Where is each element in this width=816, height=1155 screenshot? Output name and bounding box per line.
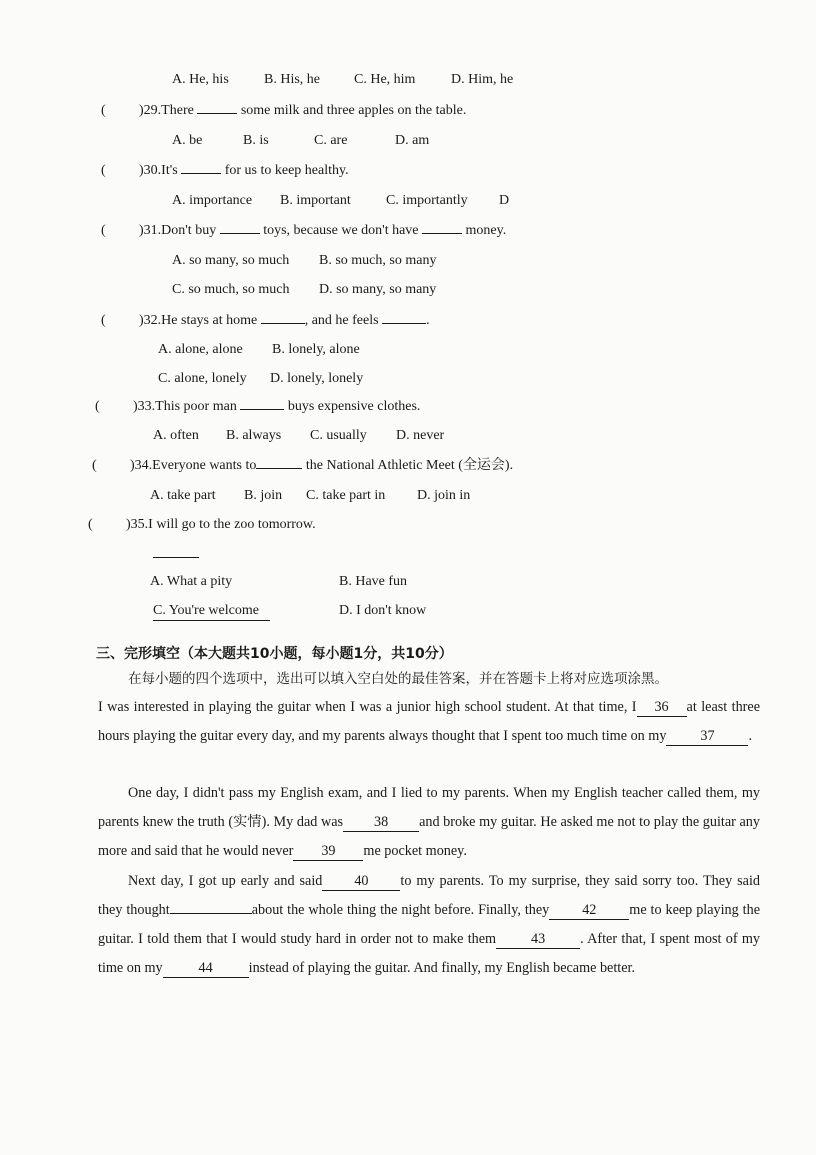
option-d: D xyxy=(499,193,510,208)
question-text: This poor man xyxy=(155,399,237,414)
paren-open: ( xyxy=(101,163,106,178)
passage-paragraph-1 xyxy=(98,693,760,751)
section-instruction: 在每小题的四个选项中，选出可以填入空白处的最佳答案，并在答题卡上将对应选项涂黑。 xyxy=(128,671,668,687)
question-text: , and he feels xyxy=(304,313,379,328)
q31-options-row2 xyxy=(172,281,436,299)
passage-text: about the whole thing the night before. Finally, they xyxy=(251,902,550,918)
cloze-blank-40: 40 xyxy=(322,872,400,891)
q30-options xyxy=(172,192,509,210)
answer-blank xyxy=(220,233,260,234)
question-number: 29. xyxy=(143,103,162,118)
option-c: C. so much, so much xyxy=(172,282,290,297)
q35-response-blank-line xyxy=(153,546,199,564)
answer-blank xyxy=(382,323,426,324)
passage-text: Next day, I got up early and said xyxy=(128,873,323,889)
option-a: A. alone, alone xyxy=(158,342,243,357)
question-text: for us to keep healthy. xyxy=(224,163,349,178)
answer-paren xyxy=(88,516,126,534)
answer-blank xyxy=(181,173,221,174)
q32-options-row2 xyxy=(158,370,363,388)
q35-options-row2 xyxy=(153,602,426,621)
passage-text: at least three hours playing the guitar every day, and my parents always thought that I spent too much time on my xyxy=(98,699,761,744)
paren-close: ) xyxy=(139,223,144,238)
option-c: C. usually xyxy=(310,428,367,443)
question-text: He stays at home xyxy=(161,313,258,328)
option-b: B. so much, so many xyxy=(319,253,437,268)
paren-open: ( xyxy=(88,517,93,532)
cloze-blank-39: 39 xyxy=(293,842,363,861)
option-b: B. Have fun xyxy=(339,574,408,589)
q34-options xyxy=(150,487,470,505)
option-d: D. join in xyxy=(417,488,471,503)
option-d: D. lonely, lonely xyxy=(270,371,364,386)
paren-open: ( xyxy=(101,103,106,118)
option-a: A. What a pity xyxy=(150,574,233,589)
option-b: B. His, he xyxy=(264,72,320,87)
question-29 xyxy=(101,102,466,120)
question-text: . xyxy=(426,313,430,328)
answer-blank xyxy=(240,409,284,410)
cloze-blank-42: 42 xyxy=(549,901,629,920)
option-d: D. so many, so many xyxy=(319,282,437,297)
question-text: It's xyxy=(161,163,178,178)
cloze-blank-37: 37 xyxy=(666,727,748,746)
answer-paren xyxy=(92,457,130,475)
option-c: C. take part in xyxy=(306,488,386,503)
q33-options xyxy=(153,427,444,445)
option-b: B. important xyxy=(280,193,351,208)
question-31 xyxy=(101,222,506,240)
cloze-blank-38: 38 xyxy=(343,813,419,832)
option-a: A. importance xyxy=(172,193,253,208)
cloze-blank-44: 44 xyxy=(163,959,249,978)
paren-close: ) xyxy=(133,399,138,414)
question-33 xyxy=(95,398,420,416)
q29-options xyxy=(172,132,429,150)
question-text: I will go to the zoo tomorrow. xyxy=(148,517,316,532)
paren-close: ) xyxy=(139,103,144,118)
question-32 xyxy=(101,312,430,330)
option-a: A. He, his xyxy=(172,72,229,87)
option-a: A. often xyxy=(153,428,199,443)
question-number: 32. xyxy=(143,313,162,328)
question-text: buys expensive clothes. xyxy=(287,399,421,414)
section-heading: 三、完形填空（本大题共10小题，每小题1分，共10分） xyxy=(96,646,453,662)
cloze-blank-36: 36 xyxy=(637,698,687,717)
question-number: 33. xyxy=(137,399,156,414)
option-b: B. always xyxy=(226,428,282,443)
option-c: C. He, him xyxy=(354,72,416,87)
passage-text: me to keep playing the guitar. I told them that I would study hard in order not to make them xyxy=(98,902,760,947)
question-number: 31. xyxy=(143,223,162,238)
question-number: 30. xyxy=(143,163,162,178)
option-a: A. so many, so much xyxy=(172,253,290,268)
passage-paragraph-2 xyxy=(98,779,760,866)
paren-close: ) xyxy=(139,313,144,328)
option-b: B. is xyxy=(243,133,269,148)
passage-paragraph-3 xyxy=(98,867,760,983)
question-number: 34. xyxy=(134,458,153,473)
option-c: C. are xyxy=(314,133,348,148)
option-c: C. You're welcome xyxy=(153,602,270,621)
cloze-blank-41 xyxy=(170,913,252,914)
q28-options xyxy=(172,71,513,89)
question-text: Everyone wants to xyxy=(152,458,257,473)
question-30 xyxy=(101,162,349,180)
cloze-blank-43: 43 xyxy=(496,930,580,949)
option-b: B. lonely, alone xyxy=(272,342,360,357)
paren-open: ( xyxy=(92,458,97,473)
question-text: money. xyxy=(465,223,507,238)
paren-close: ) xyxy=(139,163,144,178)
q31-options-row1 xyxy=(172,252,436,270)
passage-text: One day, I didn't pass my English exam, and I lied to my parents. When my English teacher called them, my parents knew the truth (实情). My dad was xyxy=(98,785,760,830)
answer-paren xyxy=(95,398,133,416)
option-a: A. be xyxy=(172,133,203,148)
passage-text: me pocket money. xyxy=(363,843,467,859)
passage-text: I was interested in playing the guitar when I was a junior high school student. At that time, I xyxy=(98,699,637,715)
q32-options-row1 xyxy=(158,341,360,359)
option-b: B. join xyxy=(244,488,283,503)
question-34 xyxy=(92,457,513,475)
question-35 xyxy=(88,516,316,534)
paren-open: ( xyxy=(95,399,100,414)
passage-text: to my parents. To my surprise, they said sorry too. They said they thought xyxy=(98,873,761,918)
q35-options-row1 xyxy=(150,573,407,591)
answer-paren xyxy=(101,222,139,240)
question-text: the National Athletic Meet (全运会). xyxy=(305,458,514,473)
answer-paren xyxy=(101,162,139,180)
question-text: There xyxy=(161,103,194,118)
paren-close: ) xyxy=(130,458,135,473)
question-text: Don't buy xyxy=(161,223,217,238)
answer-blank xyxy=(197,113,237,114)
paren-close: ) xyxy=(126,517,131,532)
option-c: C. alone, lonely xyxy=(158,371,247,386)
answer-blank xyxy=(256,468,302,469)
passage-text: and broke my guitar. He asked me not to play the guitar any more and said that he would never xyxy=(98,814,760,859)
answer-paren xyxy=(101,102,139,120)
option-c: C. importantly xyxy=(386,193,468,208)
answer-blank xyxy=(153,557,199,558)
paren-open: ( xyxy=(101,313,106,328)
answer-blank xyxy=(422,233,462,234)
option-d: D. Him, he xyxy=(451,72,514,87)
passage-text: . xyxy=(748,728,752,744)
option-a: A. take part xyxy=(150,488,216,503)
answer-paren xyxy=(101,312,139,330)
answer-blank xyxy=(261,323,305,324)
question-text: toys, because we don't have xyxy=(263,223,419,238)
passage-text: instead of playing the guitar. And finally, my English became better. xyxy=(248,960,636,976)
question-text: some milk and three apples on the table. xyxy=(240,103,467,118)
option-d: D. never xyxy=(396,428,445,443)
passage-text: . After that, I spent most of my time on my xyxy=(98,931,760,976)
paren-open: ( xyxy=(101,223,106,238)
option-d: D. am xyxy=(395,133,430,148)
option-d: D. I don't know xyxy=(339,603,427,618)
question-number: 35. xyxy=(130,517,149,532)
